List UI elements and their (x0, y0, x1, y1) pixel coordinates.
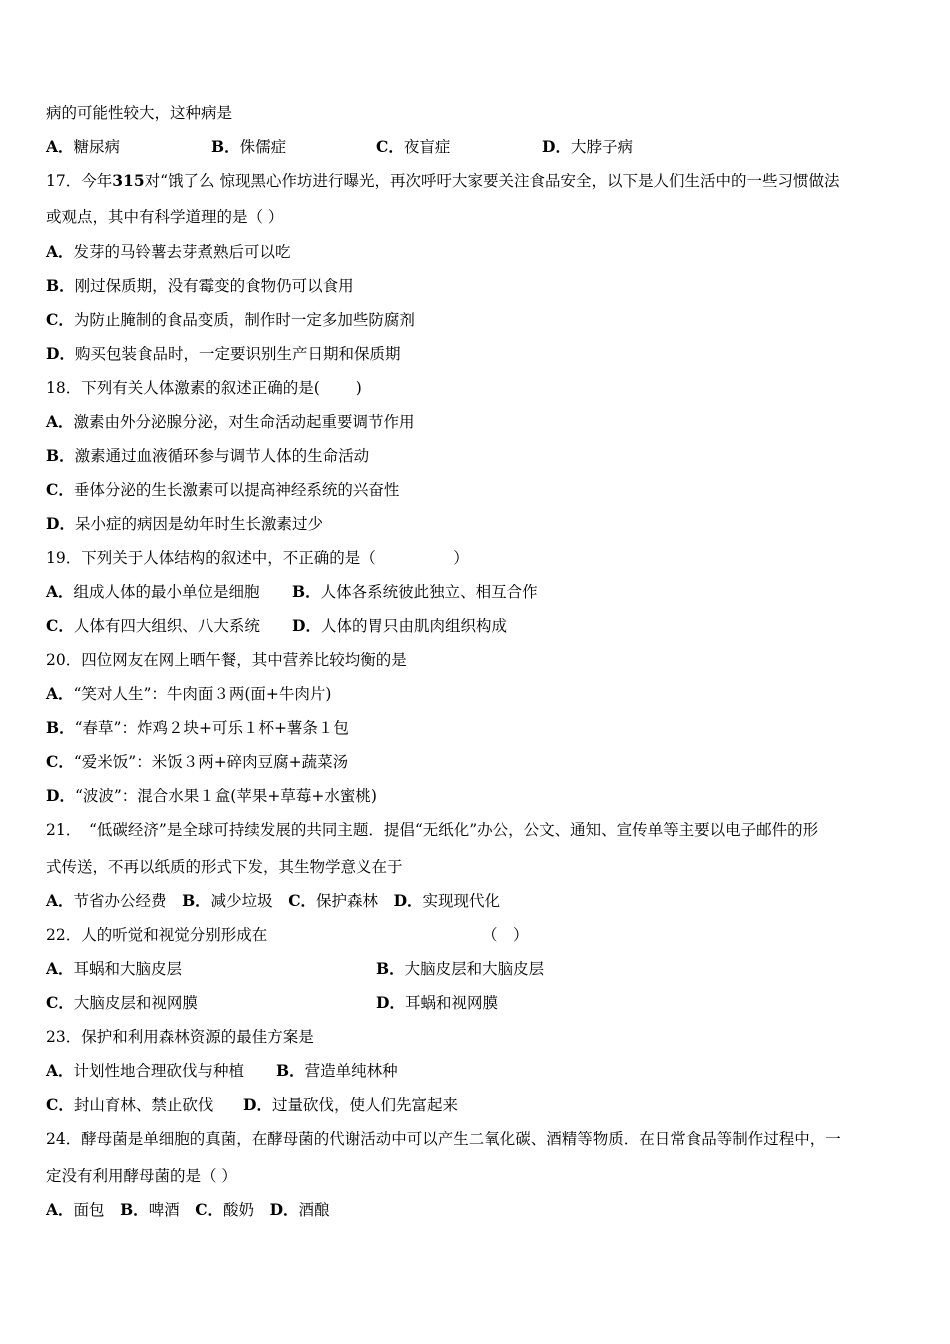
q19-option-d: D．人体的胃只由肌肉组织构成 (292, 616, 507, 635)
q23-option-a: A．计划性地合理砍伐与种植 (46, 1061, 245, 1080)
q21-options: A．节省办公经费 B．减少垃圾 C．保护森林 D．实现现代化 (46, 891, 501, 910)
q17-option-c: C．为防止腌制的食品变质，制作时一定多加些防腐剂 (46, 310, 415, 329)
q23-option-b: B．营造单纯林种 (276, 1061, 398, 1080)
q16-option-d: D．大脖子病 (542, 137, 633, 156)
q20-option-a: A．“笑对人生”：牛肉面３两(面+牛肉片) (46, 684, 332, 703)
q23-option-c: C．封山育林、禁止砍伐 (46, 1095, 214, 1114)
q22-option-a: A．耳蜗和大脑皮层 (46, 959, 183, 978)
q17-option-a: A．发芽的马铃薯去芽煮熟后可以吃 (46, 242, 291, 261)
q16-option-a: A．糖尿病 (46, 137, 121, 156)
q24-options: A．面包 B．啤酒 C．酸奶 D．酒酿 (46, 1200, 330, 1219)
q20-option-c: C．“爱米饭”：米饭３两+碎肉豆腐+蔬菜汤 (46, 752, 349, 771)
q19-option-a: A．组成人体的最小单位是细胞 (46, 582, 260, 601)
q22-stem: 22．人的听觉和视觉分别形成在 (46, 926, 268, 944)
q18-option-c: C．垂体分泌的生长激素可以提高神经系统的兴奋性 (46, 480, 400, 499)
q22-option-c: C．大脑皮层和视网膜 (46, 993, 198, 1012)
q18-stem: 18．下列有关人体激素的叙述正确的是( ) (46, 379, 362, 397)
q16-option-c: C．夜盲症 (376, 137, 451, 156)
q20-option-b: B．“春草”：炸鸡２块+可乐１杯+薯条１包 (46, 718, 349, 737)
q19-stem: 19．下列关于人体结构的叙述中，不正确的是（ ） (46, 549, 469, 567)
q19-option-c: C．人体有四大组织、八大系统 (46, 616, 260, 635)
q18-option-b: B．激素通过血液循环参与调节人体的生命活动 (46, 446, 370, 465)
q22-option-b: B．大脑皮层和大脑皮层 (376, 959, 545, 978)
q22-option-d: D．耳蜗和视网膜 (376, 993, 498, 1012)
q16-option-b: B．侏儒症 (211, 137, 287, 156)
q21-stem-line2: 式传送，不再以纸质的形式下发，其生物学意义在于 (46, 858, 403, 876)
q23-option-d: D．过量砍伐，使人们先富起来 (243, 1095, 458, 1114)
q19-option-b: B．人体各系统彼此独立、相互合作 (292, 582, 538, 601)
q17-option-b: B．刚过保质期，没有霉变的食物仍可以食用 (46, 276, 354, 295)
q17-option-d: D．购买包装食品时，一定要识别生产日期和保质期 (46, 344, 401, 363)
q20-option-d: D．“波波”：混合水果１盒(苹果+草莓+水蜜桃) (46, 786, 377, 805)
q18-option-a: A．激素由外分泌腺分泌，对生命活动起重要调节作用 (46, 412, 415, 431)
q21-stem-line1: 21． “低碳经济”是全球可持续发展的共同主题．提倡“无纸化”办公，公文、通知、宣传单等主要以电子邮件的形 (46, 821, 819, 839)
q24-stem-line2: 定没有利用酵母菌的是（ ） (46, 1167, 237, 1185)
q24-stem-line1: 24．酵母菌是单细胞的真菌，在酵母菌的代谢活动中可以产生二氧化碳、酒精等物质．在日常食品等制作过程中，一 (46, 1130, 841, 1148)
q22-paren: （ ） (482, 926, 529, 944)
q17-stem-line1: 17．今年315对“饿了么 惊现黑心作坊进行曝光，再次呼吁大家要关注食品安全，以下是人们生活中的一些习惯做法 (46, 171, 840, 190)
q23-stem: 23．保护和利用森林资源的最佳方案是 (46, 1028, 314, 1046)
q16-stem-tail: 病的可能性较大，这种病是 (46, 104, 233, 122)
q17-stem-line2: 或观点，其中有科学道理的是（ ） (46, 208, 284, 226)
q18-option-d: D．呆小症的病因是幼年时生长激素过少 (46, 514, 323, 533)
q20-stem: 20．四位网友在网上晒午餐，其中营养比较均衡的是 (46, 651, 407, 669)
